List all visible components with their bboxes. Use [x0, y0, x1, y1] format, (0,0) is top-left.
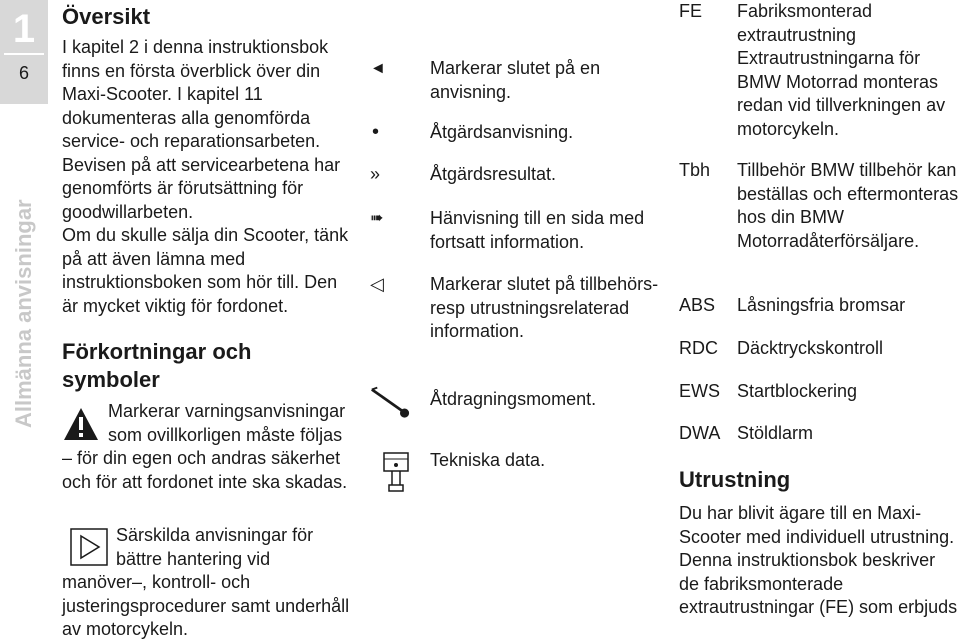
symbol-text: Markerar slutet på tillbehörs- resp utrustningsrelaterad information.: [430, 274, 659, 341]
torque-wrench-icon: [370, 384, 410, 424]
abbreviation-text: Fabriksmonterad extrautrustning Extrautrustningarna för BMW Motorrad monteras redan vid tillverkningen av motorcykeln.: [737, 1, 946, 139]
chapter-divider: [4, 53, 44, 55]
special-note-icon: [70, 528, 108, 566]
abbreviation-key: RDC: [679, 338, 718, 358]
warning-block: [62, 400, 352, 494]
abbreviation-key: FE: [679, 1, 703, 21]
symbol-text: Hänvisning till en sida med fortsatt information.: [430, 208, 645, 252]
abbrev-heading-line-2: symboler: [62, 367, 160, 392]
warning-text: Markerar varningsanvisningar som ovillkorligen måste följas – för din egen och andras säkerhet och för att fordonet inte ska skadas.: [62, 401, 348, 492]
special-note-block: [62, 524, 352, 642]
chapter-number: 1: [12, 7, 36, 51]
abbreviation-text: Startblockering: [737, 381, 858, 401]
symbol-text: Tekniska data.: [430, 450, 546, 470]
symbol-text: Åtgärdsanvisning.: [430, 122, 574, 142]
abbreviation-text: Låsningsfria bromsar: [737, 295, 906, 315]
abbreviation-text: Däcktryckskontroll: [737, 338, 884, 358]
accessory-end-icon: ◁: [370, 274, 384, 294]
technical-data-icon: [376, 451, 416, 493]
column-3: [679, 0, 959, 621]
overview-paragraph-1: I kapitel 2 i denna instruktionsbok finns en första överblick över din Maxi-Scooter. I kapitel 11 dokumenteras alla genomförda service- och reparationsarbeten. Bevisen på att servicearbetena har genomförts är förutsättning för goodwillarbeten.: [62, 37, 341, 222]
overview-paragraph-2: Om du skulle sälja din Scooter, tänk på att även lämna med instruktionsboken som hör till. Den är mycket viktig för fordonet.: [62, 225, 349, 316]
abbrev-heading: [62, 338, 352, 394]
chapter-tab: [0, 0, 48, 621]
equipment-heading: Utrustning: [679, 467, 791, 492]
equipment-text: Du har blivit ägare till en Maxi-Scooter med individuell utrustning. Denna instruktionsbok beskriver de fabriksmonterade extrautrustningar (FE) som erbjuds: [679, 503, 958, 617]
section-title: Allmänna anvisningar: [11, 199, 36, 428]
symbol-text: Åtdragningsmoment.: [430, 389, 597, 409]
bullet-icon: •: [372, 121, 380, 143]
warning-icon: [62, 406, 100, 442]
abbreviation-key: DWA: [679, 423, 721, 443]
abbreviation-text: Tillbehör BMW tillbehör kan beställas och eftermonteras hos din BMW Motorradåterförsäljare.: [737, 160, 959, 251]
reference-arrow-icon: ➠: [370, 210, 384, 227]
column-1: [62, 0, 352, 639]
equipment-section: [679, 466, 959, 620]
result-icon: »: [370, 164, 381, 184]
special-note-text: Särskilda anvisningar för bättre hantering vid manöver–, kontroll- och justeringsprocedurer samt underhåll av motorcykeln.: [62, 525, 350, 639]
abbreviation-text: Stöldlarm: [737, 423, 814, 443]
abbrev-heading-line-1: Förkortningar och: [62, 339, 252, 364]
end-triangle-icon: ◄: [370, 60, 386, 77]
symbol-text: Åtgärdsresultat.: [430, 164, 557, 184]
abbreviation-key: ABS: [679, 295, 716, 315]
abbreviation-key: EWS: [679, 381, 721, 401]
abbreviation-key: Tbh: [679, 160, 711, 180]
column-2: [370, 0, 670, 621]
page-number: 6: [18, 63, 29, 83]
symbol-text: Markerar slutet på en anvisning.: [430, 58, 601, 102]
overview-heading: Översikt: [62, 4, 151, 29]
